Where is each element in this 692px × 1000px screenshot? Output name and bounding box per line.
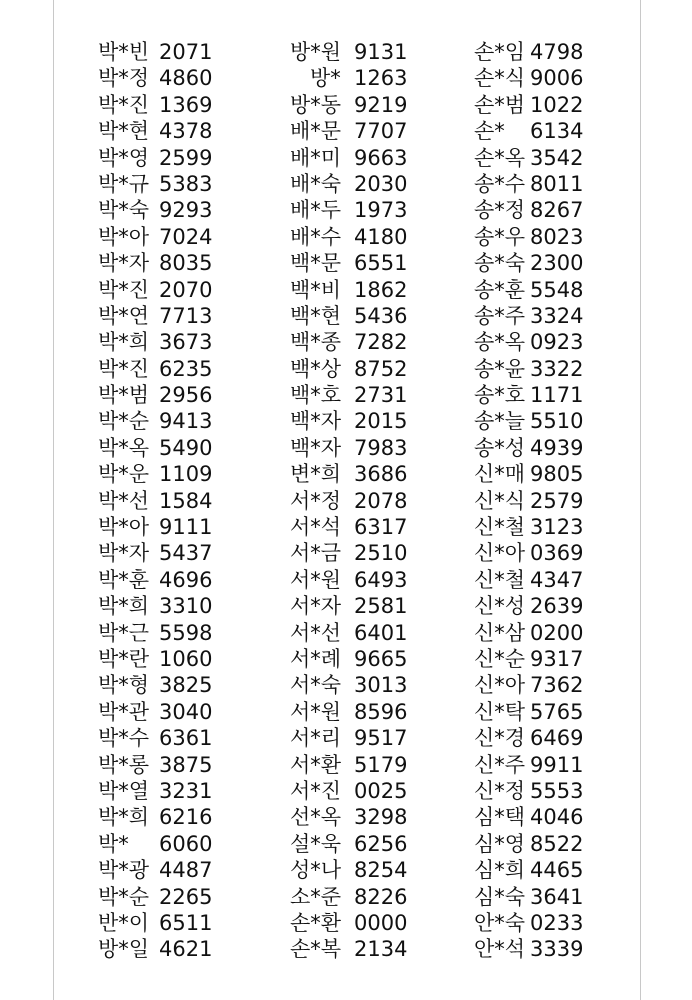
page-right-border (640, 0, 641, 1000)
entry-number: 0233 (530, 910, 584, 935)
entry-name: 신*정 (474, 778, 526, 803)
entry-number: 2300 (530, 251, 584, 276)
entry-number: 4180 (354, 224, 408, 249)
entry-name: 송*늘 (474, 409, 526, 434)
entry-number: 8023 (530, 224, 584, 249)
entry-number: 3825 (159, 673, 213, 698)
entry-number: 3875 (159, 752, 213, 777)
entry-name: 백*비 (290, 277, 342, 302)
entry-number: 1022 (530, 92, 584, 117)
entry-name: 박*영 (98, 145, 150, 170)
entry-name: 박*란 (98, 646, 150, 671)
entry-name: 박*현 (98, 119, 150, 144)
entry-name: 박*옥 (98, 435, 150, 460)
entry-number: 2070 (159, 277, 213, 302)
entry-name: 서*선 (290, 620, 342, 645)
entry-number: 6361 (159, 726, 213, 751)
entry-name: 서*진 (290, 778, 342, 803)
entry-number: 0000 (354, 910, 408, 935)
entry-name: 심*희 (474, 858, 526, 883)
entry-name: 심*영 (474, 831, 526, 856)
entry-number: 6551 (354, 251, 408, 276)
entry-name: 설*욱 (290, 831, 342, 856)
entry-number: 3339 (530, 937, 584, 962)
entry-name: 손* (474, 119, 505, 144)
entry-number: 8267 (530, 198, 584, 223)
entry-name: 서*정 (290, 488, 342, 513)
entry-name: 백*자 (290, 435, 342, 460)
entry-name: 배*두 (290, 198, 342, 223)
entry-number: 3013 (354, 673, 408, 698)
entry-name: 박*관 (98, 699, 150, 724)
entry-name: 박*희 (98, 330, 150, 355)
entry-number: 2599 (159, 145, 213, 170)
entry-name: 신*주 (474, 752, 526, 777)
entry-name: 서*리 (290, 726, 342, 751)
entry-number: 2030 (354, 171, 408, 196)
entry-number: 4046 (530, 805, 584, 830)
entry-name: 박*수 (98, 726, 150, 751)
entry-name: 박*광 (98, 858, 150, 883)
entry-name: 손*복 (290, 937, 342, 962)
entry-number: 9006 (530, 66, 584, 91)
entry-number: 2510 (354, 541, 408, 566)
entry-name: 박* (98, 831, 129, 856)
entry-number: 6469 (530, 726, 584, 751)
entry-name: 박*진 (98, 356, 150, 381)
entry-number: 5383 (159, 171, 213, 196)
entry-name: 안*석 (474, 937, 526, 962)
entry-name: 백*호 (290, 383, 342, 408)
entry-name: 방*일 (98, 937, 150, 962)
entry-name: 송*주 (474, 303, 526, 328)
entry-name: 신*아 (474, 673, 526, 698)
entry-name: 손*옥 (474, 145, 526, 170)
entry-number: 7362 (530, 673, 584, 698)
entry-name: 박*운 (98, 462, 150, 487)
entry-number: 7282 (354, 330, 408, 355)
entry-number: 8596 (354, 699, 408, 724)
entry-number: 4465 (530, 858, 584, 883)
entry-name: 박*선 (98, 488, 150, 513)
entry-name: 박*진 (98, 92, 150, 117)
entry-number: 2265 (159, 884, 213, 909)
entry-name: 안*숙 (474, 910, 526, 935)
entry-number: 5765 (530, 699, 584, 724)
entry-number: 0025 (354, 778, 408, 803)
entry-name: 심*택 (474, 805, 526, 830)
entry-number: 7707 (354, 119, 408, 144)
entry-name: 손*식 (474, 66, 526, 91)
entry-name: 배*미 (290, 145, 342, 170)
entry-number: 6134 (530, 119, 584, 144)
entry-number: 6511 (159, 910, 213, 935)
entry-number: 9413 (159, 409, 213, 434)
entry-number: 6493 (354, 567, 408, 592)
entry-number: 9805 (530, 462, 584, 487)
entry-name: 변*희 (290, 462, 342, 487)
entry-name: 방*동 (290, 92, 342, 117)
entry-number: 2639 (530, 594, 584, 619)
entry-name: 방*원 (290, 40, 342, 64)
entry-name: 박*자 (98, 251, 150, 276)
entry-number: 6317 (354, 515, 408, 540)
entry-name: 선*옥 (290, 805, 342, 830)
entry-name: 박*열 (98, 778, 150, 803)
entry-number: 4860 (159, 66, 213, 91)
entry-name: 박*아 (98, 515, 150, 540)
entry-number: 8035 (159, 251, 213, 276)
page-left-border (53, 0, 54, 1000)
entry-number: 0369 (530, 541, 584, 566)
entry-name: 신*성 (474, 594, 526, 619)
entry-number: 1109 (159, 462, 213, 487)
entry-name: 박*숙 (98, 198, 150, 223)
entry-number: 6256 (354, 831, 408, 856)
entry-number: 8522 (530, 831, 584, 856)
entry-number: 8011 (530, 171, 584, 196)
entry-name: 박*아 (98, 224, 150, 249)
entry-name: 신*순 (474, 646, 526, 671)
entry-number: 3231 (159, 778, 213, 803)
entry-number: 5510 (530, 409, 584, 434)
entry-name: 반*이 (98, 910, 150, 935)
entry-number: 2078 (354, 488, 408, 513)
entry-name: 서*원 (290, 699, 342, 724)
entry-number: 9111 (159, 515, 213, 540)
entry-number: 2015 (354, 409, 408, 434)
entry-name: 손*임 (474, 40, 526, 64)
entry-name: 송*윤 (474, 356, 526, 381)
entry-number: 6060 (159, 831, 213, 856)
entry-number: 8226 (354, 884, 408, 909)
entry-name: 송*정 (474, 198, 526, 223)
entry-number: 9911 (530, 752, 584, 777)
entry-number: 1369 (159, 92, 213, 117)
entry-name: 손*환 (290, 910, 342, 935)
entry-name: 박*규 (98, 171, 150, 196)
entry-number: 2134 (354, 937, 408, 962)
entry-name: 송*호 (474, 383, 526, 408)
entry-name: 백*문 (290, 251, 342, 276)
entry-number: 3310 (159, 594, 213, 619)
entry-number: 1584 (159, 488, 213, 513)
entry-name: 박*연 (98, 303, 150, 328)
entry-number: 9517 (354, 726, 408, 751)
entry-name: 신*경 (474, 726, 526, 751)
entry-name: 송*훈 (474, 277, 526, 302)
entry-number: 4378 (159, 119, 213, 144)
entry-name: 신*매 (474, 462, 526, 487)
entry-number: 4798 (530, 40, 584, 64)
entry-number: 4939 (530, 435, 584, 460)
entry-name: 백*상 (290, 356, 342, 381)
entry-name: 박*빈 (98, 40, 150, 64)
entry-number: 6235 (159, 356, 213, 381)
entry-number: 9131 (354, 40, 408, 64)
entry-number: 4487 (159, 858, 213, 883)
entry-number: 0923 (530, 330, 584, 355)
entry-number: 1973 (354, 198, 408, 223)
entry-number: 9219 (354, 92, 408, 117)
entry-number: 2579 (530, 488, 584, 513)
entry-number: 2071 (159, 40, 213, 64)
entry-number: 2956 (159, 383, 213, 408)
entry-name: 박*순 (98, 409, 150, 434)
entry-number: 5598 (159, 620, 213, 645)
entry-number: 4696 (159, 567, 213, 592)
entry-number: 1171 (530, 383, 584, 408)
entry-number: 1263 (354, 66, 408, 91)
entry-name: 신*철 (474, 567, 526, 592)
entry-number: 3686 (354, 462, 408, 487)
entry-name: 송*수 (474, 171, 526, 196)
entry-name: 손*범 (474, 92, 526, 117)
entry-name: 송*옥 (474, 330, 526, 355)
entry-number: 9663 (354, 145, 408, 170)
entry-name: 방* (310, 66, 341, 91)
entry-number: 2581 (354, 594, 408, 619)
entry-number: 5490 (159, 435, 213, 460)
entry-name: 박*정 (98, 66, 150, 91)
entry-name: 신*아 (474, 541, 526, 566)
entry-name: 박*롱 (98, 752, 150, 777)
entry-name: 송*우 (474, 224, 526, 249)
entry-number: 5548 (530, 277, 584, 302)
entry-name: 송*숙 (474, 251, 526, 276)
entry-name: 심*숙 (474, 884, 526, 909)
entry-name: 박*훈 (98, 567, 150, 592)
entry-name: 박*희 (98, 805, 150, 830)
entry-number: 1862 (354, 277, 408, 302)
entry-number: 8254 (354, 858, 408, 883)
entry-number: 2731 (354, 383, 408, 408)
entry-name: 백*현 (290, 303, 342, 328)
entry-number: 3322 (530, 356, 584, 381)
entry-number: 1060 (159, 646, 213, 671)
entry-name: 신*철 (474, 515, 526, 540)
entry-name: 서*자 (290, 594, 342, 619)
entry-number: 3040 (159, 699, 213, 724)
entry-name: 백*종 (290, 330, 342, 355)
entry-number: 5437 (159, 541, 213, 566)
entry-name: 송*성 (474, 435, 526, 460)
entry-name: 배*숙 (290, 171, 342, 196)
entry-name: 박*자 (98, 541, 150, 566)
entry-number: 3641 (530, 884, 584, 909)
entry-number: 3673 (159, 330, 213, 355)
entry-number: 6216 (159, 805, 213, 830)
entry-number: 9665 (354, 646, 408, 671)
entry-name: 서*석 (290, 515, 342, 540)
entry-name: 백*자 (290, 409, 342, 434)
entry-number: 5436 (354, 303, 408, 328)
entry-number: 7024 (159, 224, 213, 249)
entry-name: 서*숙 (290, 673, 342, 698)
entry-number: 9317 (530, 646, 584, 671)
entry-name: 성*나 (290, 858, 342, 883)
entry-name: 서*원 (290, 567, 342, 592)
entry-name: 신*삼 (474, 620, 526, 645)
entry-name: 배*수 (290, 224, 342, 249)
entry-number: 8752 (354, 356, 408, 381)
entry-name: 배*문 (290, 119, 342, 144)
entry-number: 3324 (530, 303, 584, 328)
entry-number: 5179 (354, 752, 408, 777)
entry-name: 소*준 (290, 884, 342, 909)
entry-number: 0200 (530, 620, 584, 645)
entry-number: 6401 (354, 620, 408, 645)
entry-name: 서*금 (290, 541, 342, 566)
entry-number: 7983 (354, 435, 408, 460)
entry-number: 3542 (530, 145, 584, 170)
entry-name: 박*순 (98, 884, 150, 909)
entry-number: 5553 (530, 778, 584, 803)
entry-name: 신*식 (474, 488, 526, 513)
entry-name: 박*진 (98, 277, 150, 302)
entry-name: 서*례 (290, 646, 342, 671)
entry-number: 4347 (530, 567, 584, 592)
entry-name: 신*탁 (474, 699, 526, 724)
entry-number: 3123 (530, 515, 584, 540)
entry-name: 박*형 (98, 673, 150, 698)
entry-name: 박*범 (98, 383, 150, 408)
entry-number: 4621 (159, 937, 213, 962)
entry-name: 서*환 (290, 752, 342, 777)
entry-number: 3298 (354, 805, 408, 830)
entry-name: 박*희 (98, 594, 150, 619)
entry-number: 9293 (159, 198, 213, 223)
entry-name: 박*근 (98, 620, 150, 645)
entry-number: 7713 (159, 303, 213, 328)
